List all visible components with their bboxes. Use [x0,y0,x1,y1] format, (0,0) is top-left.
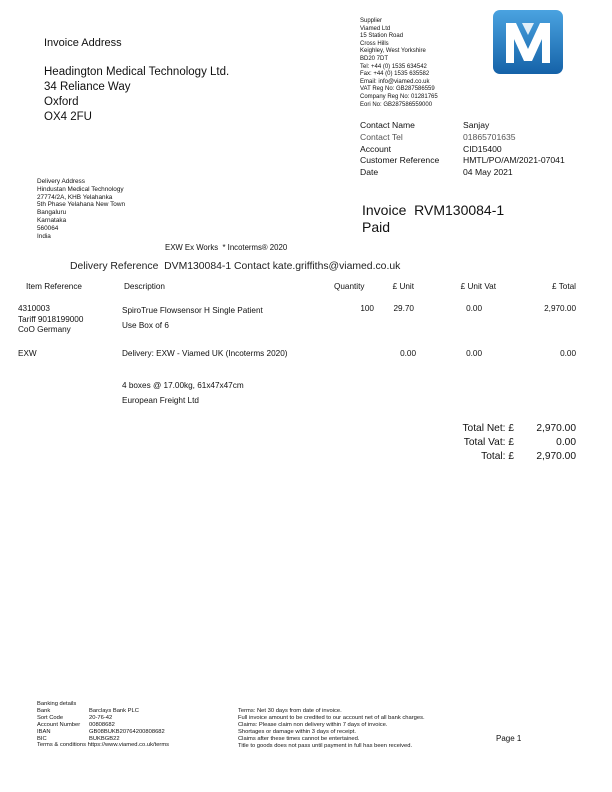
contact-value: 04 May 2021 [463,167,513,178]
banking-title: Banking details [37,701,77,707]
col-header-quantity: Quantity [334,282,365,291]
bank-value: BUKBGB22 [89,735,120,742]
banking-details [37,701,169,749]
table-row-description: Delivery: EXW - Viamed UK (Incoterms 2020) [122,349,288,358]
delivery-address [37,178,125,240]
item-ref-line: CoO Germany [18,325,71,334]
supplier-line: Supplier [360,18,383,24]
totals-block [414,422,576,465]
bank-value: Barclays Bank PLC [89,707,139,714]
contact-label: Customer Reference [360,155,440,166]
contact-label: Date [360,167,379,178]
row-unit-vat: 0.00 [466,349,482,358]
table-row-description [122,304,263,333]
delivery-line: Delivery Address [37,178,85,185]
supplier-line: Company Reg No: 01281765 [360,93,438,100]
terms-line: Shortages or damage within 3 days of receipt. [238,728,356,735]
delivery-line: 5th Phase Yelahana New Town [37,201,125,209]
contact-row [360,155,565,167]
invoice-address-title: Invoice Address [44,37,122,49]
item-ref-line: 4310003 [18,304,50,313]
bank-row [37,708,169,715]
bank-label: Bank [37,707,51,714]
shipping-note-line: European Freight Ltd [122,396,199,405]
terms-line: Terms: Net 30 days from date of invoice. [238,708,342,714]
terms-link[interactable]: Terms & conditions https://www.viamed.co.uk/terms [37,742,170,749]
total-label: Total: £ [481,451,514,463]
bank-row [37,736,169,743]
total-label: Total Vat: £ [463,437,514,449]
table-row-item-ref: EXW [18,349,37,358]
terms-block [238,708,425,749]
supplier-line: Tel: +44 (0) 1535 634542 [360,63,427,70]
supplier-line: Fax: +44 (0) 1535 635582 [360,71,430,78]
delivery-line: 560064 [37,224,59,232]
supplier-line: Cross Hills [360,40,389,47]
contact-value: Sanjay [463,120,490,130]
contact-value: HMTL/PO/AM/2021-07041 [463,155,565,166]
terms-line: Full invoice amount to be credited to our account net of all bank charges. [238,714,425,721]
total-row [414,436,576,450]
contact-value: 01865701635 [463,131,516,142]
delivery-line: Hindustan Medical Technology [37,185,124,193]
row-unit: 0.00 [400,349,416,358]
bank-label: IBAN [37,728,51,735]
col-header-unit-vat: £ Unit Vat [460,282,496,291]
row-unit: 29.70 [393,304,414,313]
bank-value: 00808682 [89,721,115,728]
supplier-line: Keighley, West Yorkshire [360,48,426,55]
invoice-heading [362,202,504,236]
bank-value: GB08BUKB20764200808682 [89,728,165,735]
row-total: 2,970.00 [544,304,576,313]
supplier-line: VAT Reg No: GB287586559 [360,86,435,93]
delivery-reference: Delivery Reference DVM130084-1 Contact kate.griffiths@viamed.co.uk [70,261,401,272]
bank-value: 20-76-42 [89,714,113,721]
invoice-address-line: OX4 2FU [44,111,92,123]
col-header-unit: £ Unit [392,282,414,291]
bank-label: Account Number [37,721,81,728]
contact-details [360,120,565,179]
supplier-line: Eori No: GB287586559000 [360,101,433,108]
supplier-line: BD20 7DT [360,55,389,62]
contact-row [360,144,565,156]
row-quantity: 100 [360,304,374,313]
bank-row [37,722,169,729]
bank-row [37,729,169,736]
shipping-note-line: 4 boxes @ 17.00kg, 61x47x47cm [122,381,244,390]
viamed-logo [492,9,564,75]
supplier-line: 15 Station Road [360,33,404,40]
description-line: SpiroTrue Flowsensor H Single Patient [122,306,263,315]
invoice-address-line: Oxford [44,96,79,108]
contact-row [360,167,565,179]
total-row [414,450,576,464]
contact-label: Contact Tel [360,131,403,142]
incoterms-note: EXW Ex Works * Incoterms® 2020 [165,243,288,252]
invoice-address-line: Headington Medical Technology Ltd. [44,66,230,78]
total-value: 2,970.00 [536,423,576,434]
col-header-total: £ Total [552,282,576,291]
supplier-line: Email: info@viamed.co.uk [360,78,430,85]
total-value: 0.00 [556,437,576,449]
total-row [414,422,576,436]
delivery-line: 27774/2A, KHB Yelahanka [37,193,113,201]
table-row-item-ref [18,304,83,336]
invoice-number: Invoice RVM130084-1 [362,202,505,218]
bank-row [37,715,169,722]
supplier-line: Viamed Ltd [360,25,391,32]
bank-label: BIC [37,735,47,742]
col-header-item-ref: Item Reference [26,282,82,291]
invoice-address-line: 34 Reliance Way [44,81,131,93]
contact-label: Contact Name [360,120,415,130]
supplier-block [360,18,438,109]
bank-label: Sort Code [37,714,64,721]
row-total: 0.00 [560,349,576,358]
total-value: 2,970.00 [536,451,576,463]
contact-value: CID15400 [463,143,502,154]
terms-line: Claims after these times cannot be entertained. [238,735,360,742]
terms-line: Claims: Please claim non delivery within 7 days of invoice. [238,721,388,728]
col-header-description: Description [124,282,165,291]
delivery-line: India [37,232,51,240]
delivery-line: Karnataka [37,216,67,224]
delivery-line: Bangaluru [37,209,67,217]
total-label: Total Net: £ [462,423,514,434]
invoice-status: Paid [362,219,391,235]
item-ref-line: Tariff 9018199000 [18,314,84,324]
page-number: Page 1 [496,734,522,743]
shipping-notes [122,378,244,408]
row-unit-vat: 0.00 [466,304,482,313]
invoice-address [44,65,229,125]
contact-label: Account [360,143,392,154]
contact-row [360,120,565,132]
contact-row [360,132,565,144]
description-line: Use Box of 6 [122,320,169,330]
terms-line: Title to goods does not pass until payment in full has been received. [238,742,413,749]
